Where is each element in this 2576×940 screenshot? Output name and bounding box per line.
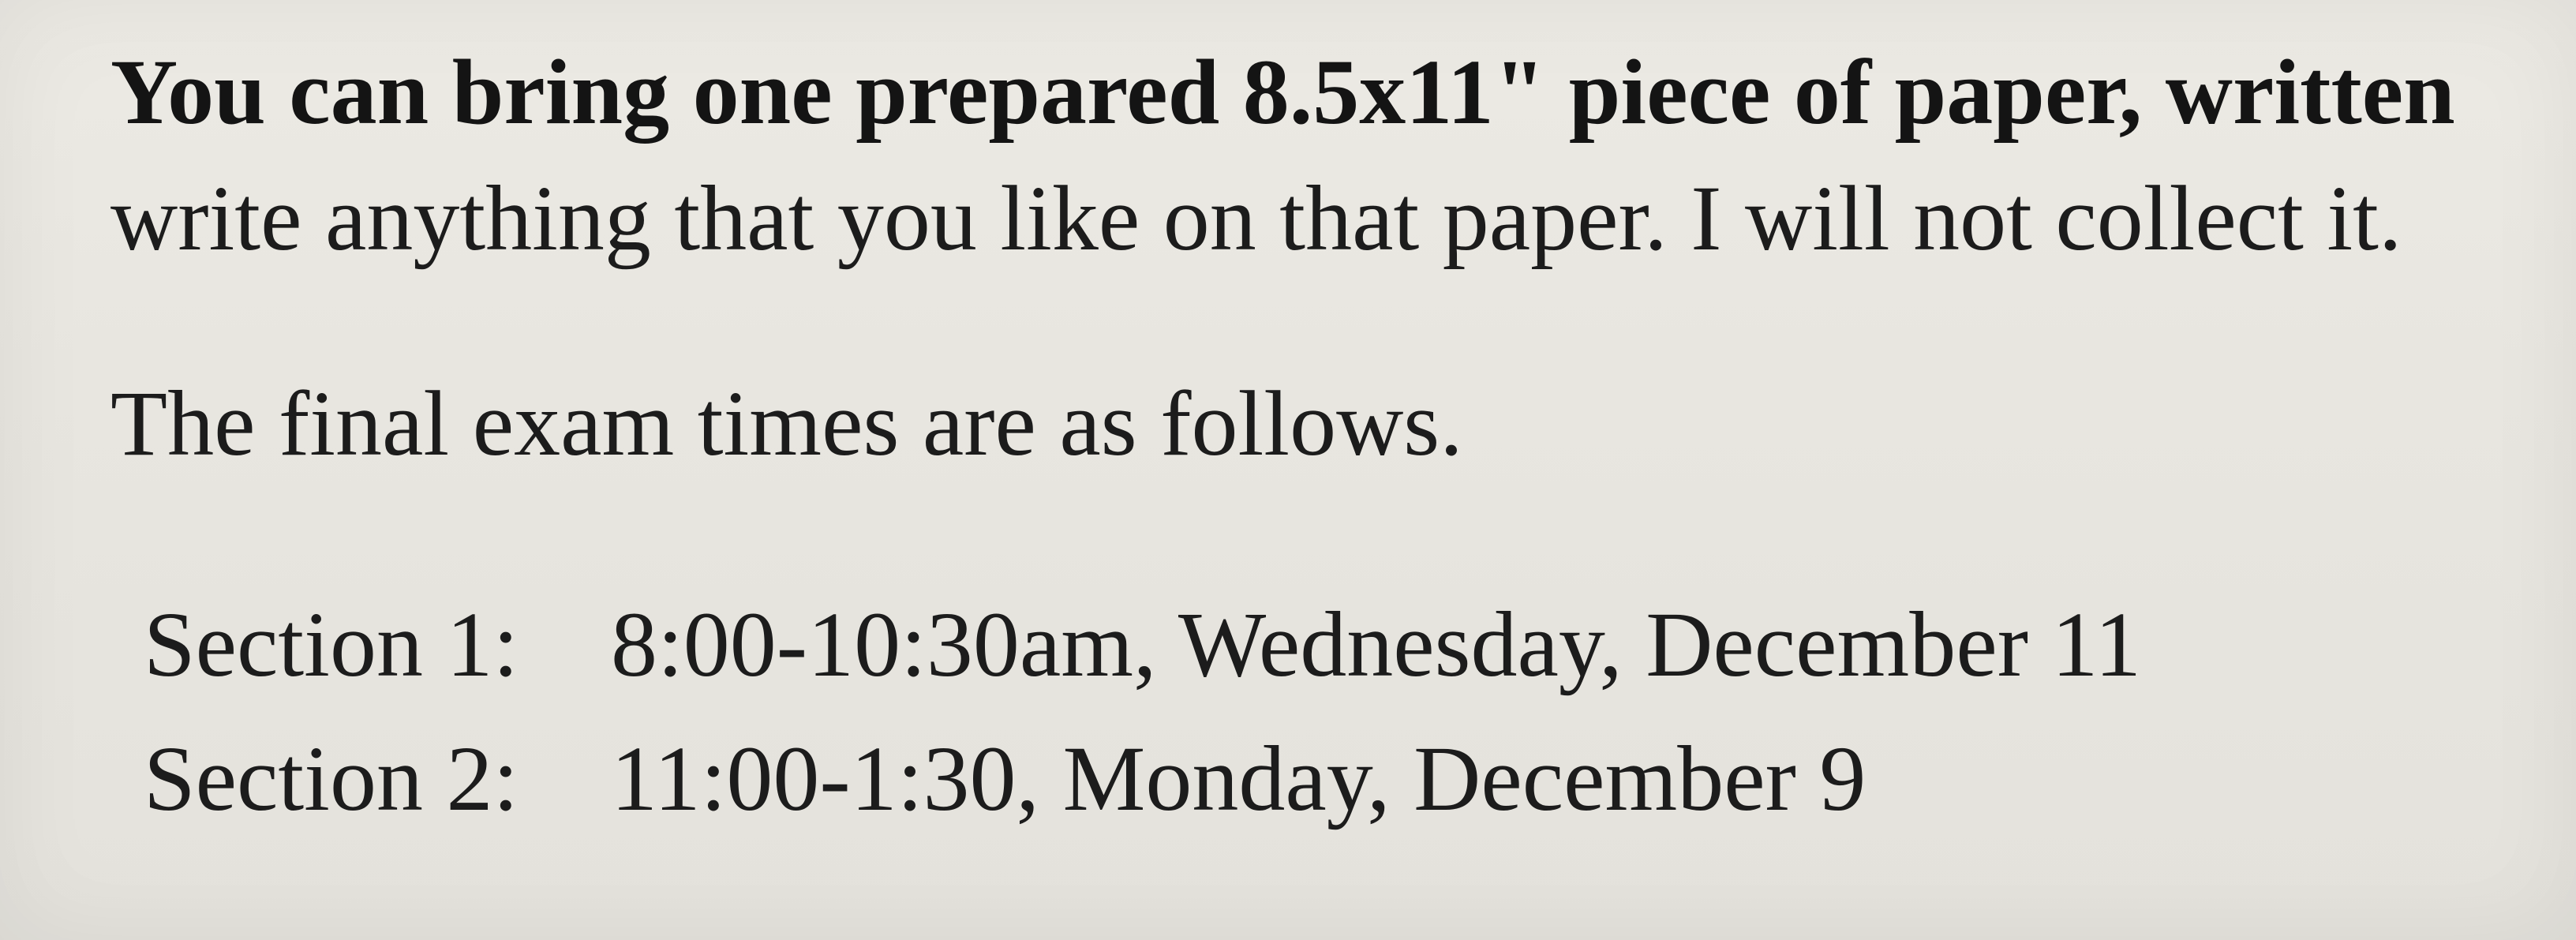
exam-times-intro: The final exam times are as follows. [110, 372, 1463, 475]
schedule-row-section-1 [144, 593, 2142, 696]
instruction-line: write anything that you like on that paper. I will not collect it. [110, 167, 2402, 270]
section-label: Section 1: [144, 593, 519, 696]
instruction-line-bold: You can bring one prepared 8.5x11" piece of paper, written [110, 40, 2455, 144]
schedule-row-section-2 [144, 727, 1866, 830]
section-label: Section 2: [144, 727, 519, 830]
section-time: 11:00-1:30, Monday, December 9 [611, 727, 1866, 830]
section-time: 8:00-10:30am, Wednesday, December 11 [611, 593, 2142, 696]
